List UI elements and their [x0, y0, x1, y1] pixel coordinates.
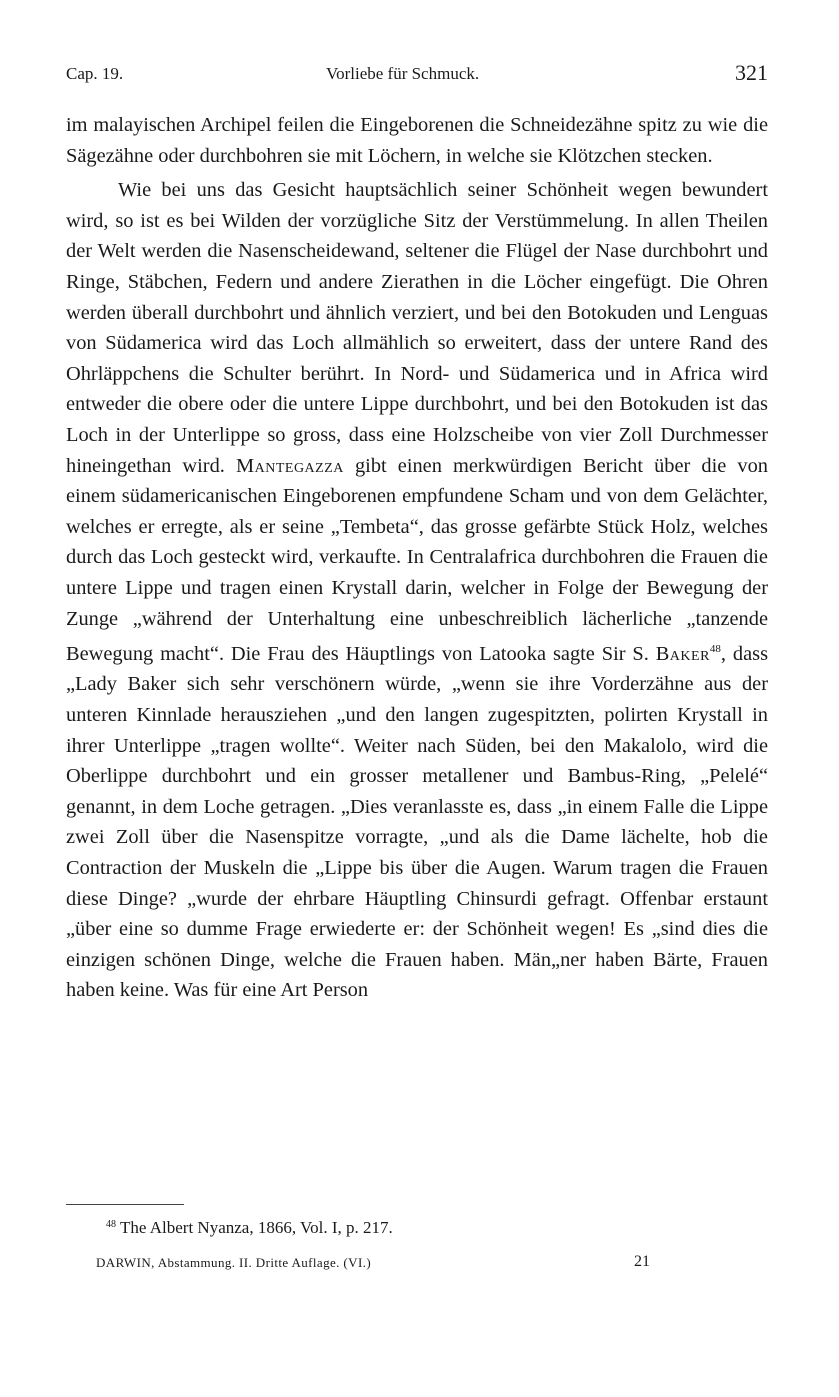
running-title: Vorliebe für Schmuck. — [326, 64, 480, 83]
footnote-text: The Albert Nyanza, 1866, Vol. I, p. 217. — [120, 1218, 393, 1237]
signature-number: 21 — [634, 1253, 650, 1270]
footnote-rule — [66, 1204, 184, 1205]
page-number: 321 — [735, 60, 768, 85]
paragraph-2-part-c: , dass „Lady Baker sich sehr verschönern würde, „wenn sie ihre Vorderzähne aus der unteren Kinnlade herausziehen „und den langen zugespitzten, polirten Krystall in ihrer Unterlippe „tragen wollte“. Weiter nach Süden, bei den Makalolo, wird die Oberlippe durchbohrt und ein grosser metallener und Bambus-Ring, „Pelelé“ genannt, in dem Loche getragen. „Dies veranlasste es, dass „in einem Falle die Lippe zwei Zoll über die Nasenspitze vorragte, „und als die Dame lächelte, hob die Contraction der Muskeln die „Lippe bis über die Augen. Warum tragen die Frauen diese Dinge? „wurde der ehrbare Häuptling Chinsurdi gefragt. Offenbar erstaunt „über eine so dumme Frage erwiederte er: der Schönheit wegen! Es „sind dies die einzigen schönen Dinge, welche die Frauen haben. Män„ner haben Bärte, Frauen haben keine. Was für eine Art Person — [66, 642, 768, 1002]
footnote — [106, 1218, 393, 1238]
footnote-reference: 48 — [709, 643, 721, 656]
paragraph-2-part-a: Wie bei uns das Gesicht hauptsächlich seiner Schönheit wegen bewundert wird, so ist es bei Wilden der vorzügliche Sitz der Verstümmelung. In allen Theilen der Welt werden die Nasenscheidewand, seltener die Flügel der Nase durchbohrt und Ringe, Stäbchen, Federn und andere Zierathen in die Löcher eingefügt. Die Ohren werden überall durchbohrt und ähnlich verziert, und bei den Botokuden und Lenguas von Südamerica wird das Loch allmählich so erweitert, dass der untere Rand des Ohrläppchens die Schulter berührt. In Nord- und Südamerica und in Africa wird entweder die obere oder die untere Lippe durchbohrt, und bei den Botokuden ist das Loch in der Unterlippe so gross, dass eine Holzscheibe von vier Zoll Durchmesser hineingethan wird. — [66, 179, 768, 477]
paragraph-2-part-b: gibt einen merkwürdigen Bericht über die von einem südamericanischen Eingeborenen empfundene Scham und von dem Gelächter, welches er erregte, als er seine „Tembeta“, das grosse gefärbte Stück Holz, welches durch das Loch gesteckt wird, verkaufte. In Centralafrica durchbohren die Frauen die untere Lippe und tragen einen Krystall darin, welcher in Folge der Bewegung der Zunge „während der Unterhaltung eine unbeschreiblich lächerliche „tanzende Bewegung macht“. Die Frau des Häuptlings von Latooka sagte Sir S. — [66, 454, 769, 665]
author-name-baker: Baker — [655, 642, 710, 665]
signature-mark: DARWIN, Abstammung. II. Dritte Auflage. (VI.) — [96, 1255, 372, 1270]
body-text — [66, 110, 768, 1006]
running-head — [66, 60, 768, 90]
footnote-marker: 48 — [106, 1219, 116, 1230]
paragraph-2 — [66, 175, 768, 1006]
paragraph-1: im malayischen Archipel feilen die Eingeborenen die Schneidezähne spitz zu wie die Sägezähne oder durchbohren sie mit Löchern, in welche sie Klötzchen stecken. — [66, 114, 768, 167]
author-name-mantegazza: Mantegazza — [235, 454, 344, 477]
chapter-label: Cap. 19. — [66, 64, 124, 83]
